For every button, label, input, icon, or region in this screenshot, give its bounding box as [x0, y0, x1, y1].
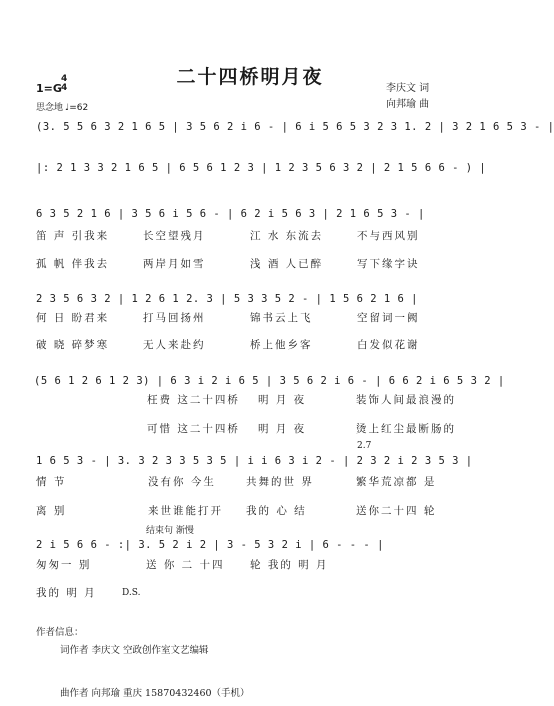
key-signature: 1=G [36, 82, 62, 95]
tempo-mark: ♩=62 [65, 103, 89, 113]
score-line: 1 6 5 3 - | 3. 3 2 3 3 5 3 5 | i i 6 3 i 2 - | 2 3 2 i 2 3 5 3 | [36, 455, 473, 467]
lyric: 繁华荒凉都 是 [356, 476, 437, 488]
meter-top: 4 [61, 74, 68, 84]
lyric: 空留词一阙 [357, 312, 420, 324]
lyric: 桥上他乡客 [250, 339, 313, 351]
lyric: 没有你 今生 [148, 476, 216, 488]
lyric: 孤 帆 伴我去 [36, 258, 110, 270]
lyric: 烫上红尘最断肠的 [356, 423, 456, 435]
score-line: (3. 5 5 6 3 2 1 6 5 | 3 5 6 2 i 6 - | 6 i 5 6 5 3 2 3 1. 2 | 3 2 1 6 5 3 - | [36, 121, 554, 133]
lyric: 笛 声 引我来 [36, 230, 110, 242]
lyric: 江 水 东流去 [250, 230, 324, 242]
lyric: 送 你 二 十四 [146, 559, 225, 571]
meter-bottom: 4 [61, 83, 68, 93]
author-info-heading: 作者信息： [36, 627, 84, 638]
time-signature [61, 75, 67, 93]
lyric: 匆匆一 别 [36, 559, 92, 571]
ds-mark: D.S. [122, 588, 141, 598]
sheet-title: 二十四桥明月夜 [176, 66, 324, 88]
score-line: 6 3 5 2 1 6 | 3 5 6 i 5 6 - | 6 2 i 5 6 3 | 2 1 6 5 3 - | [36, 208, 425, 220]
lyric: 装饰人间最浪漫的 [356, 394, 456, 406]
volta-mark: 2.7 [357, 441, 372, 451]
lyric: 破 晓 碎梦寒 [36, 339, 110, 351]
lyric: 写下缘字诀 [357, 258, 420, 270]
ending-mark: 结束句 渐慢 [146, 526, 194, 536]
lyricist-info: 词作者 李庆文 空政创作室文艺编辑 [60, 645, 209, 656]
expression-marking [36, 100, 88, 113]
mood-text: 思念地 [36, 103, 64, 113]
lyric: 白发似花谢 [357, 339, 420, 351]
lyric: 情 节 [36, 476, 67, 488]
lyric: 明 月 夜 [258, 394, 307, 406]
lyric: 何 日 盼君来 [36, 312, 110, 324]
score-line: |: 2 1 3 3 2 1 6 5 | 6 5 6 1 2 3 | 1 2 3 5 6 3 2 | 2 1 5 6 6 - ) | [36, 162, 487, 174]
score-line: (5 6 1 2 6 1 2 3) | 6 3 i 2 i 6 5 | 3 5 6 2 i 6 - | 6 6 2 i 6 5 3 2 | [34, 375, 505, 387]
composer-credit: 向邦瑜 曲 [386, 99, 430, 110]
score-line: 2 3 5 6 3 2 | 1 2 6 1 2. 3 | 5 3 3 5 2 - | 1 5 6 2 1 6 | [36, 293, 419, 305]
lyric: 锦书云上飞 [250, 312, 313, 324]
lyric: 长空望残月 [143, 230, 206, 242]
composer-info: 曲作者 向邦瑜 重庆 15870432460（手机） [60, 688, 250, 699]
lyric: 来世谁能打开 [148, 505, 223, 517]
score-line: 2 i 5 6 6 - :| 3. 5 2 i 2 | 3 - 5 3 2 i | 6 - - - | [36, 539, 384, 551]
lyric: 明 月 夜 [258, 423, 307, 435]
lyric: 送你二十四 轮 [356, 505, 437, 517]
lyric: 浅 酒 人已醉 [250, 258, 324, 270]
lyric: 离 别 [36, 505, 67, 517]
lyric: 两岸月如雪 [143, 258, 206, 270]
lyric: 不与西风别 [357, 230, 420, 242]
lyric: 枉费 这二十四桥 [147, 394, 240, 406]
lyric: 可惜 这二十四桥 [147, 423, 240, 435]
lyric: 轮 我的 明 月 [250, 559, 329, 571]
lyricist-credit: 李庆文 词 [386, 83, 430, 94]
lyric: 无人来赴约 [143, 339, 206, 351]
lyric: 打马回扬州 [143, 312, 206, 324]
lyric: 共舞的世 界 [246, 476, 314, 488]
lyric: 我的 心 结 [246, 505, 307, 517]
lyric: 我的 明 月 [36, 587, 97, 599]
